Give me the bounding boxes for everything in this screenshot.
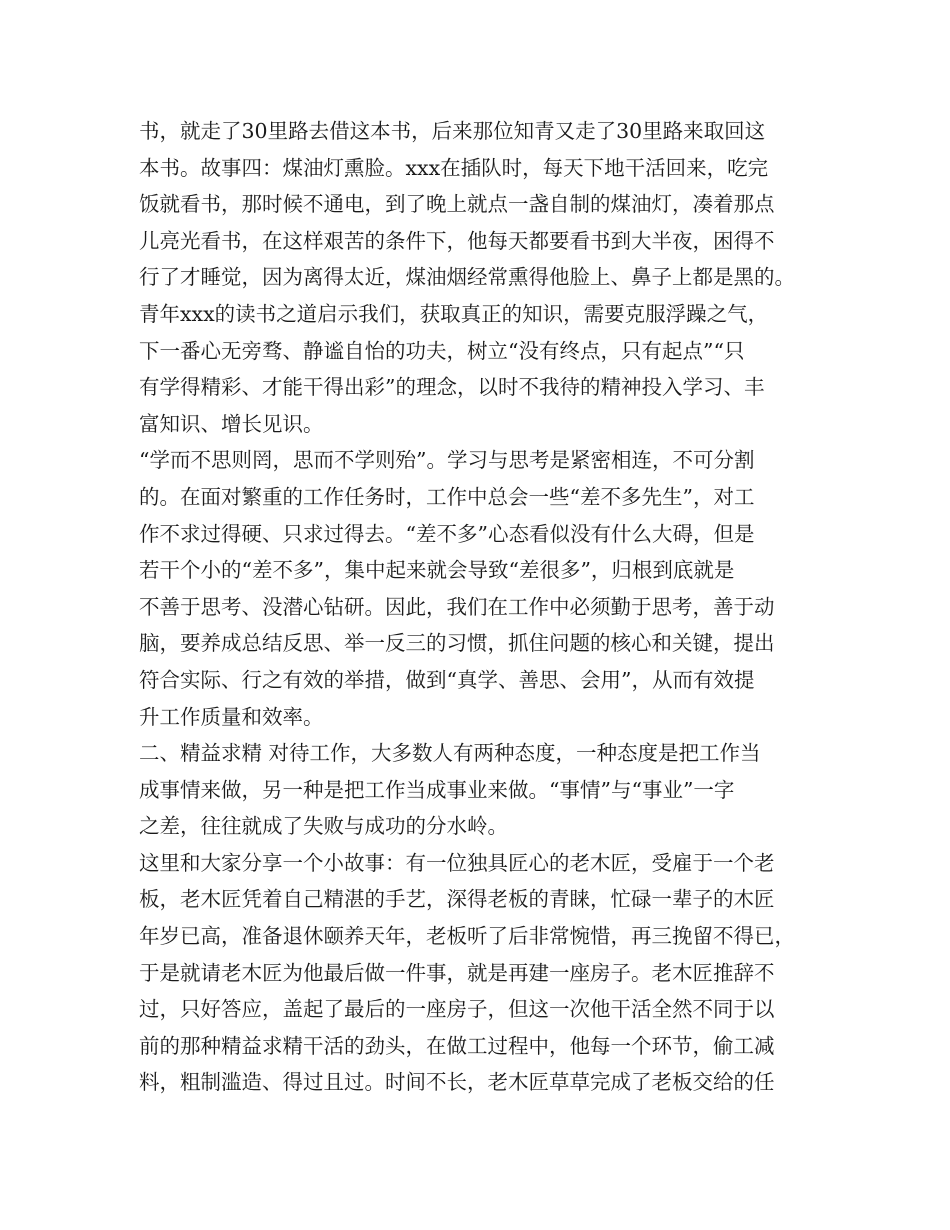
text-line: 年岁已高，准备退休颐养天年，老板听了后非常惋惜，再三挽留不得已，: [139, 924, 795, 949]
text-line: 饭就看书，那时候不通电，到了晚上就点一盏自制的煤油灯，凑着那点: [139, 192, 775, 217]
text-line: 若干个小的“差不多”，集中起来就会导致“差很多”，归根到底就是: [139, 558, 735, 583]
text-line: 料，粗制滥造、得过且过。时间不长，老木匠草草完成了老板交给的任: [139, 1070, 775, 1095]
text-line: 青年xxx的读书之道启示我们，获取真正的知识，需要克服浮躁之气，: [139, 301, 769, 326]
text-line: 行了才睡觉，因为离得太近，煤油烟经常熏得他脸上、鼻子上都是黑的。: [139, 265, 795, 290]
text-line: “学而不思则罔，思而不学则殆”。学习与思考是紧密相连，不可分割: [139, 448, 755, 473]
text-line: 过，只好答应，盖起了最后的一座房子，但这一次他干活全然不同于以: [139, 997, 775, 1022]
text-line: 有学得精彩、才能干得出彩”的理念，以时不我待的精神投入学习、丰: [139, 375, 765, 400]
text-line: 不善于思考、没潜心钻研。因此，我们在工作中必须勤于思考，善于动: [139, 594, 775, 619]
text-line: 成事情来做，另一种是把工作当成事业来做。“事情”与“事业”一字: [139, 777, 735, 802]
text-line: 板，老木匠凭着自己精湛的手艺，深得老板的青睐，忙碌一辈子的木匠: [139, 887, 775, 912]
text-line: 本书。故事四：煤油灯熏脸。xxx在插队时，每天下地干活回来，吃完: [139, 155, 769, 180]
text-line: 符合实际、行之有效的举措，做到“真学、善思、会用”，从而有效提: [139, 667, 755, 692]
text-line: 儿亮光看书，在这样艰苦的条件下，他每天都要看书到大半夜，困得不: [139, 228, 775, 253]
text-line: 这里和大家分享一个小故事：有一位独具匠心的老木匠，受雇于一个老: [139, 850, 775, 875]
text-line: 富知识、增长见识。: [139, 411, 324, 436]
text-line: 升工作质量和效率。: [139, 704, 324, 729]
body-text: [139, 113, 829, 1101]
text-line: 二、精益求精 对待工作，大多数人有两种态度，一种态度是把工作当: [139, 741, 761, 766]
text-line: 前的那种精益求精干活的劲头，在做工过程中，他每一个环节，偷工减: [139, 1033, 775, 1058]
text-line: 的。在面对繁重的工作任务时，工作中总会一些“差不多先生”，对工: [139, 484, 755, 509]
text-line: 下一番心无旁骛、静谧自怡的功夫，树立“没有终点，只有起点”“只: [139, 338, 745, 363]
text-line: 之差，往往就成了失败与成功的分水岭。: [139, 814, 508, 839]
text-line: 于是就请老木匠为他最后做一件事，就是再建一座房子。老木匠推辞不: [139, 960, 775, 985]
text-line: 书，就走了30里路去借这本书，后来那位知青又走了30里路来取回这: [139, 119, 766, 143]
text-line: 作不求过得硬、只求过得去。“差不多”心态看似没有什么大碍，但是: [139, 521, 755, 546]
text-line: 脑，要养成总结反思、举一反三的习惯，抓住问题的核心和关键，提出: [139, 631, 775, 656]
